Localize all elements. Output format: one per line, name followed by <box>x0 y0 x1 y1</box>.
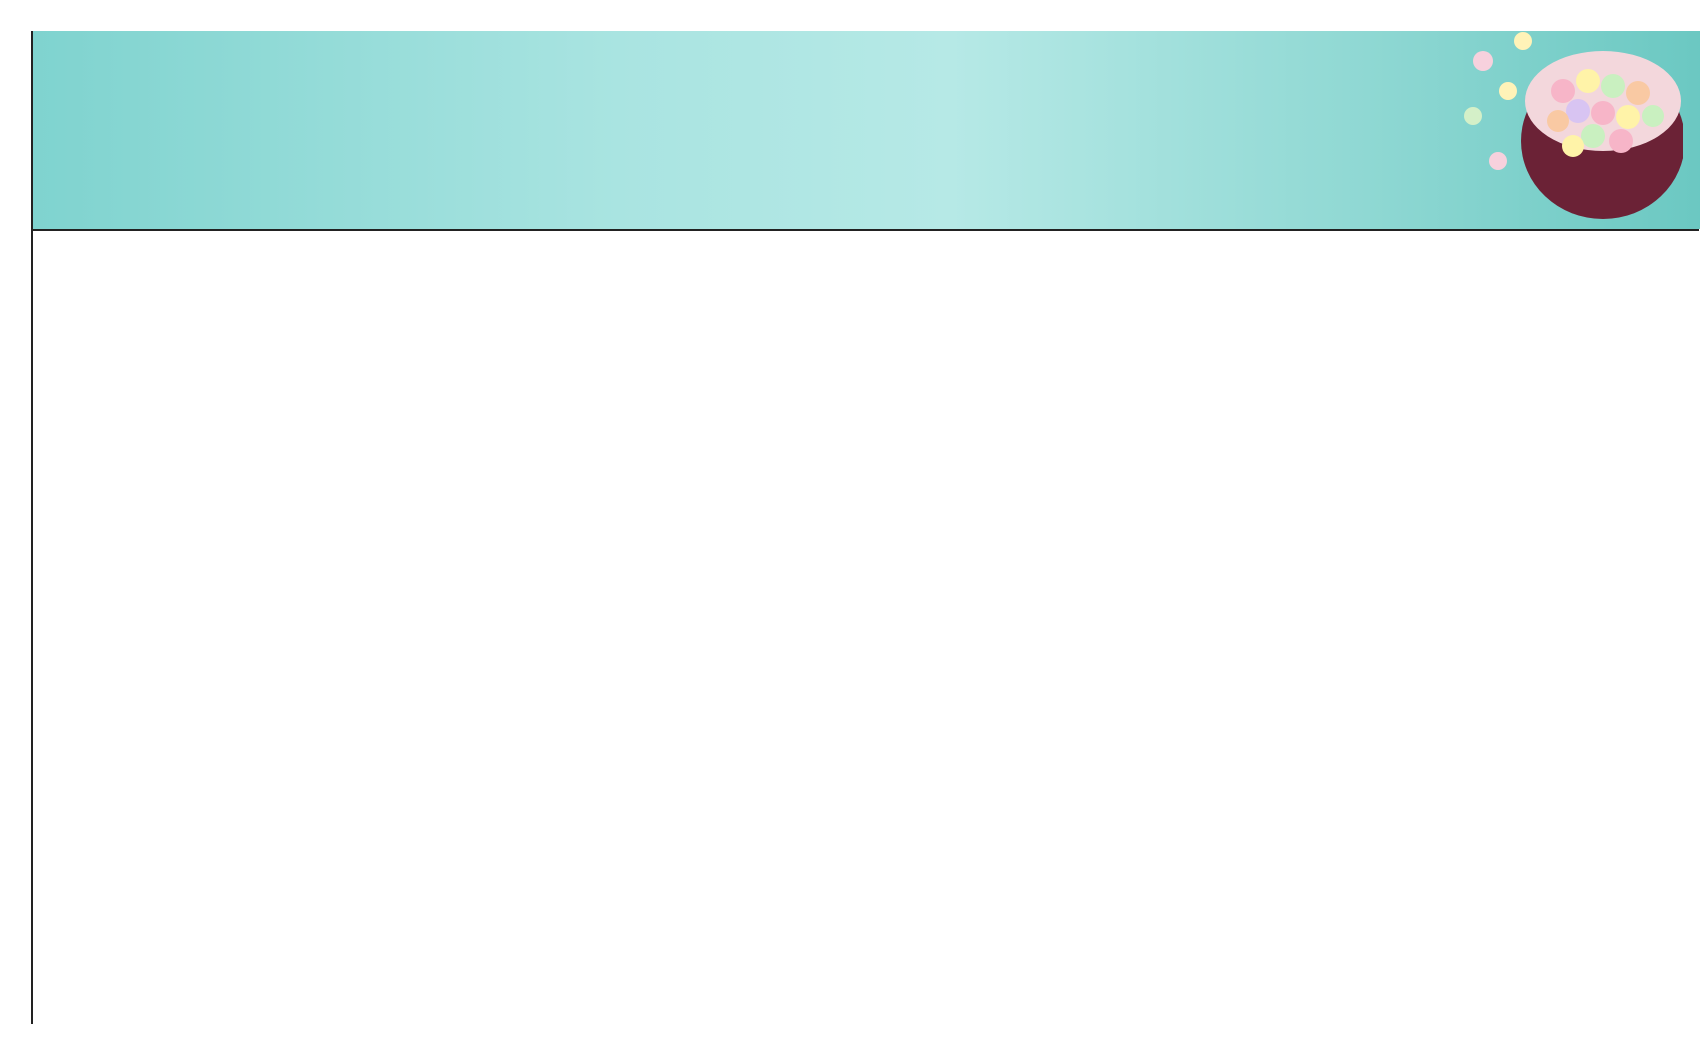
calendar-grid <box>31 229 1699 1024</box>
day-of-week-header <box>31 0 1699 31</box>
month-banner <box>31 31 1700 229</box>
candy-hearts-bowl-image <box>1453 31 1683 221</box>
